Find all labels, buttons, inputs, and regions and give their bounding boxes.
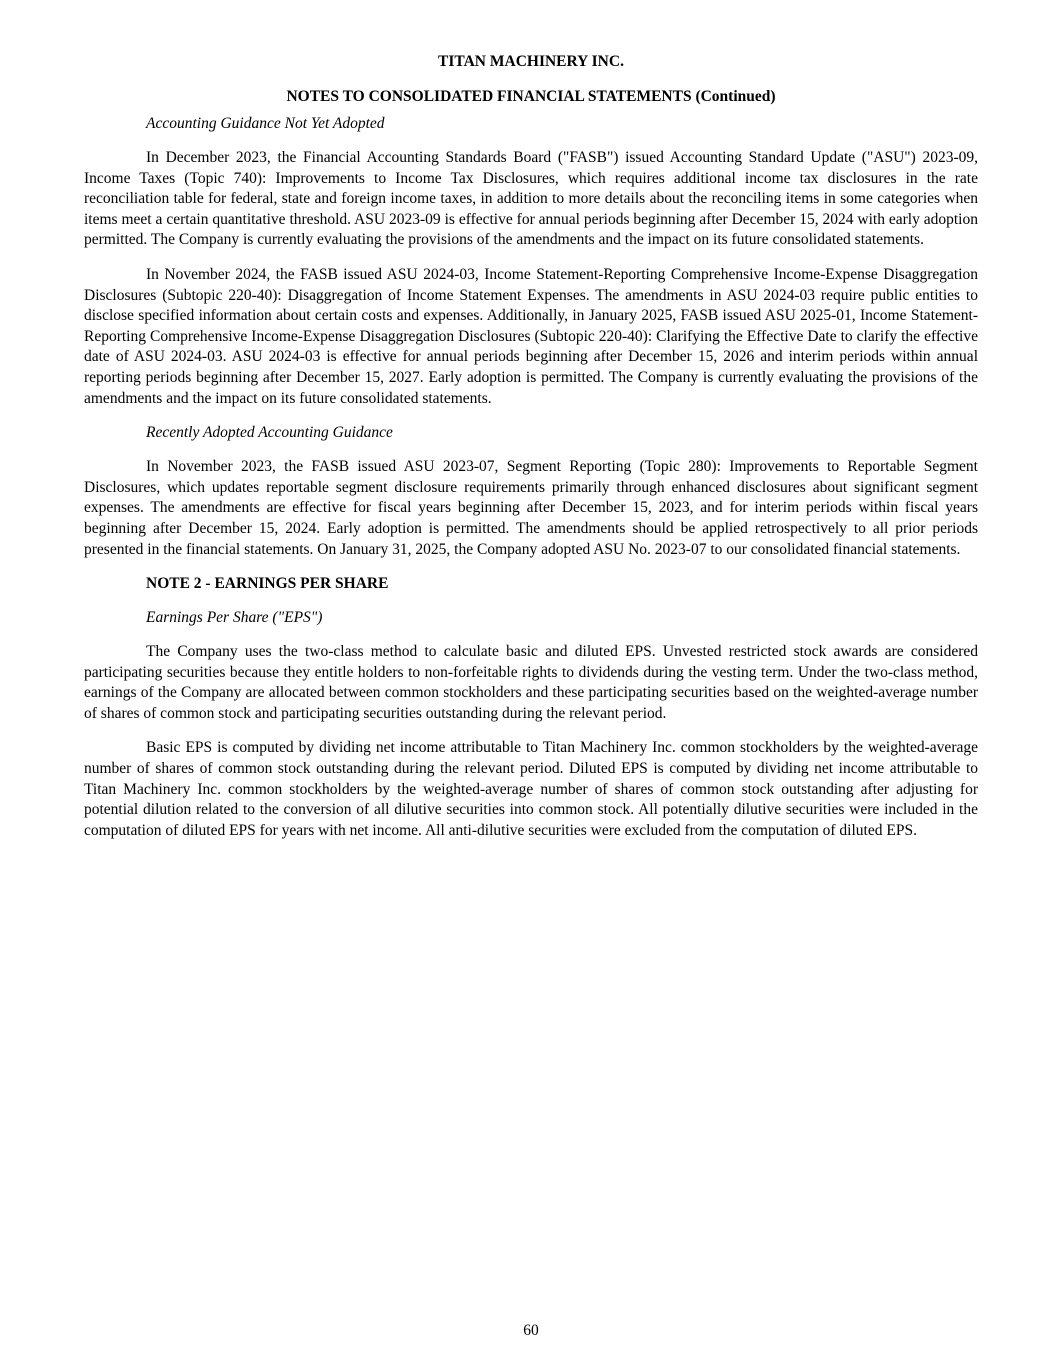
document-body — [84, 114, 978, 855]
subheading-eps: Earnings Per Share ("EPS") — [146, 609, 323, 627]
subheading-recently-adopted: Recently Adopted Accounting Guidance — [146, 424, 393, 442]
paragraph-basic-diluted-eps: Basic EPS is computed by dividing net income attributable to Titan Machinery Inc. common stockholders by the weighted-average number of shares of common stock outstanding during the relevant period. Diluted EPS is computed by dividing net income attributable to Titan Machinery Inc. common stockholders by the weighted-average number of shares of common stock outstanding after adjusting for potential dilution related to the conversion of all dilutive securities into common stock. All potentially dilutive securities were included in the computation of diluted EPS for years with net income. All anti-dilutive securities were excluded from the computation of diluted EPS. — [84, 739, 978, 839]
subheading-not-yet-adopted: Accounting Guidance Not Yet Adopted — [146, 115, 385, 132]
paragraph-asu-2024-03: In November 2024, the FASB issued ASU 2024-03, Income Statement-Reporting Comprehensive Income-Expense Disaggregation Disclosures (Subtopic 220-40): Disaggregation of Income Statement Expenses. The amendments in ASU 2024-03 require public entities to disclose specified information about certain costs and expenses. Additionally, in January 2025, FASB issued ASU 2025-01, Income Statement-Reporting Comprehensive Income-Expense Disaggregation Disclosures (Subtopic 220-40): Clarifying the Effective Date to clarify the effective date of ASU 2024-03. ASU 2024-03 is effective for annual periods beginning after December 15, 2026 and interim periods within annual reporting periods beginning after December 15, 2027. Early adoption is permitted. The Company is currently evaluating the provisions of the amendments and the impact on its future consolidated statements. — [84, 265, 978, 407]
notes-title: NOTES TO CONSOLIDATED FINANCIAL STATEMENTS (Continued) — [286, 88, 776, 105]
paragraph-asu-2023-09: In December 2023, the Financial Accounting Standards Board ("FASB") issued Accounting Standard Update ("ASU") 2023-09, Income Taxes (Topic 740): Improvements to Income Tax Disclosures, which requires additional income tax disclosures in the rate reconciliation table for federal, state and foreign income taxes, in addition to more details about the reconciling items in some categories when items meet a certain quantitative threshold. ASU 2023-09 is effective for annual periods beginning after December 15, 2024 with early adoption permitted. The Company is currently evaluating the provisions of the amendments and the impact on its future consolidated statements. — [84, 149, 978, 249]
paragraph-asu-2023-07: In November 2023, the FASB issued ASU 2023-07, Segment Reporting (Topic 280): Improvements to Reportable Segment Disclosures, which updates reportable segment disclosure requirements primarily through enhanced disclosures about significant segment expenses. The amendments are effective for fiscal years beginning after December 15, 2023, and for interim periods within fiscal years beginning after December 15, 2024. Early adoption is permitted. The amendments should be applied retrospectively to all prior periods presented in the financial statements. On January 31, 2025, the Company adopted ASU No. 2023-07 to our consolidated financial statements. — [84, 458, 978, 558]
note-2-title: NOTE 2 - EARNINGS PER SHARE — [146, 575, 389, 593]
company-name: TITAN MACHINERY INC. — [438, 53, 624, 70]
paragraph-two-class-method: The Company uses the two-class method to calculate basic and diluted EPS. Unvested restricted stock awards are considered participating securities because they entitle holders to non-forfeitable rights to dividends during the vesting term. Under the two-class method, earnings of the Company are allocated between common stockholders and these participating securities based on the weighted-average number of shares of common stock and participating securities outstanding during the relevant period. — [84, 643, 978, 722]
page-number: 60 — [523, 1322, 539, 1339]
